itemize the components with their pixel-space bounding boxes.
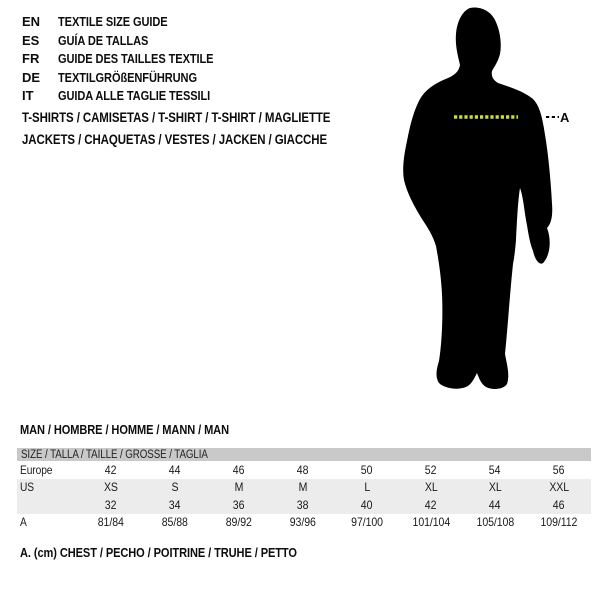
table-row-us-numeric: 32 34 36 38 40 42 44 46: [17, 496, 591, 514]
language-title: GUIDE DES TAILLES TEXTILE: [58, 51, 214, 66]
measurement-legend: A. (cm) CHEST / PECHO / POITRINE / TRUHE / PETTO: [20, 545, 297, 560]
language-code: DE: [22, 69, 41, 85]
language-list: [22, 13, 241, 106]
language-title: GUÍA DE TALLAS: [58, 32, 149, 48]
man-silhouette: [400, 0, 585, 400]
man-silhouette-shape: [403, 8, 552, 389]
size-table-header-label: SIZE / TALLA / TAILLE / GRÖSSE / TAGLIA: [21, 448, 208, 461]
language-title: GUIDA ALLE TAGLIE TESSILI: [58, 88, 211, 103]
measure-label-a: A: [560, 110, 570, 125]
language-title: TEXTILGRÖßENFÜHRUNG: [58, 69, 197, 85]
size-table: [17, 448, 591, 531]
category-list: [22, 107, 385, 151]
language-code: ES: [22, 32, 40, 48]
table-row-europe: Europe 42 44 46 48 50 52 54 56: [20, 462, 565, 477]
language-code: IT: [22, 88, 34, 103]
category-jackets: JACKETS / CHAQUETAS / VESTES / JACKEN / GIACCHE: [22, 132, 328, 147]
table-row-chest-cm: A 81/84 85/88 89/92 93/96 97/100 101/104 105/108 109/112: [20, 515, 578, 530]
language-code: EN: [22, 14, 41, 29]
language-code: FR: [22, 51, 40, 66]
section-title-man: MAN / HOMBRE / HOMME / MANN / MAN: [20, 422, 229, 437]
size-table-header: [17, 448, 591, 461]
table-row-us: US XS S M M L XL XL XXL: [17, 479, 591, 497]
category-tshirts: T-SHIRTS / CAMISETAS / T-SHIRT / T-SHIRT / MAGLIETTE: [22, 110, 331, 125]
language-title: TEXTILE SIZE GUIDE: [58, 14, 168, 29]
